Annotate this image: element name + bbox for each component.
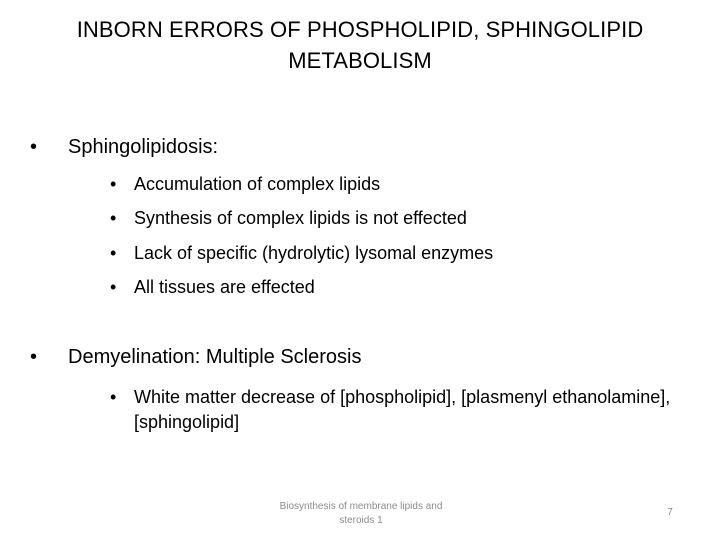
list-item	[110, 277, 315, 298]
list-item	[110, 243, 493, 264]
bullet-icon: •	[110, 208, 117, 228]
bullet-icon: •	[110, 277, 117, 297]
slide-title	[40, 14, 680, 76]
list-item	[110, 174, 380, 195]
slide-footer	[256, 500, 466, 528]
footer-line-1: Biosynthesis of membrane lipids and	[279, 501, 443, 512]
title-line-2: METABOLISM	[288, 48, 432, 73]
list-item-text: All tissues are effected	[134, 277, 315, 297]
bullet-icon: •	[110, 387, 117, 407]
list-item-text: White matter decrease of [phospholipid], [plasmenyl ethanolamine], [sphingolipid]	[134, 387, 671, 432]
section-heading-text: Sphingolipidosis:	[68, 136, 219, 158]
bullet-icon: •	[30, 346, 38, 368]
title-line-1: INBORN ERRORS OF PHOSPHOLIPID, SPHINGOLIPID	[76, 17, 644, 42]
section-heading-sphingolipidosis	[30, 136, 218, 159]
bullet-icon: •	[30, 136, 38, 158]
bullet-icon: •	[110, 174, 117, 194]
page-number: 7	[667, 507, 673, 518]
bullet-icon: •	[110, 243, 117, 263]
list-item-text: Accumulation of complex lipids	[134, 174, 381, 194]
list-item	[110, 208, 467, 229]
footer-line-2: steroids 1	[339, 515, 383, 526]
list-item-text: Synthesis of complex lipids is not effected	[134, 208, 467, 228]
list-item	[110, 385, 674, 435]
list-item-text: Lack of specific (hydrolytic) lysomal enzymes	[134, 243, 494, 263]
section-heading-demyelination	[30, 346, 361, 369]
section-heading-text: Demyelination: Multiple Sclerosis	[68, 346, 362, 368]
